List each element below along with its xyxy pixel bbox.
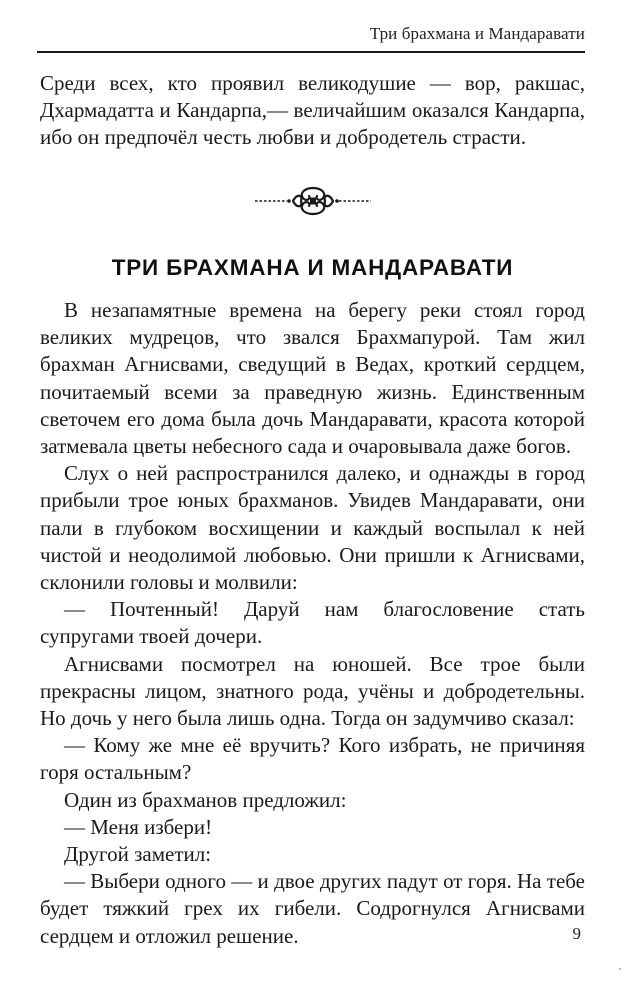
header-rule [37, 51, 585, 53]
intro-paragraph: Среди всех, кто проявил великодушие — вор, ракшас, Дхармадатта и Кандарпа,— величайшим оказался Кандарпа, ибо он предпочёл честь любви и добродетель страсти. [40, 71, 585, 150]
story-text [40, 297, 585, 950]
story-paragraph: Другой заметил: [64, 842, 212, 867]
chapter-title: ТРИ БРАХМАНА И МАНДАРАВАТИ [111, 255, 514, 280]
dialog-line: — Меня избери! [64, 814, 213, 839]
story-paragraph: Слух о ней распространился далеко, и однажды в город прибыли трое юных брахманов. Увидев Мандаравати, они пали в глубоком восхищении и каждый воспылал к ней чистой и неодолимой любовью. Они пришли к Агнисвами, склонили головы и молвили: [40, 461, 585, 595]
intro-text [40, 70, 585, 152]
page-number: 9 [572, 924, 581, 943]
fleuron-ornament-icon [0, 183, 625, 219]
story-paragraph: В незапамятные времена на берегу реки стоял город великих мудрецов, что звался Брахмапурой. Там жил брахман Агнисвами, сведущий в Ведах, кроткий сердцем, почитаемый всеми за праведную жизнь. Единственным светочем его дома была дочь Мандаравати, красота которой затмевала цветы небесного сада и очаровывала даже богов. [40, 298, 585, 459]
scan-speck [619, 968, 621, 970]
dialog-line: — Почтенный! Даруй нам благословение стать супругами твоей дочери. [40, 597, 585, 649]
dialog-line: — Выбери одного — и двое других падут от горя. На тебе будет тяжкий грех их гибели. Содрогнулся Агнисвами сердцем и отложил решение. [40, 869, 585, 948]
story-paragraph: Один из брахманов предложил: [64, 787, 347, 812]
dialog-line: — Кому же мне её вручить? Кого избрать, не причиняя горя остальным? [40, 733, 585, 785]
story-paragraph: Агнисвами посмотрел на юношей. Все трое были прекрасны лицом, знатного рода, учёны и добродетельны. Но дочь у него была лишь одна. Тогда он задумчиво сказал: [40, 651, 585, 731]
running-header: Три брахмана и Мандаравати [369, 24, 585, 43]
